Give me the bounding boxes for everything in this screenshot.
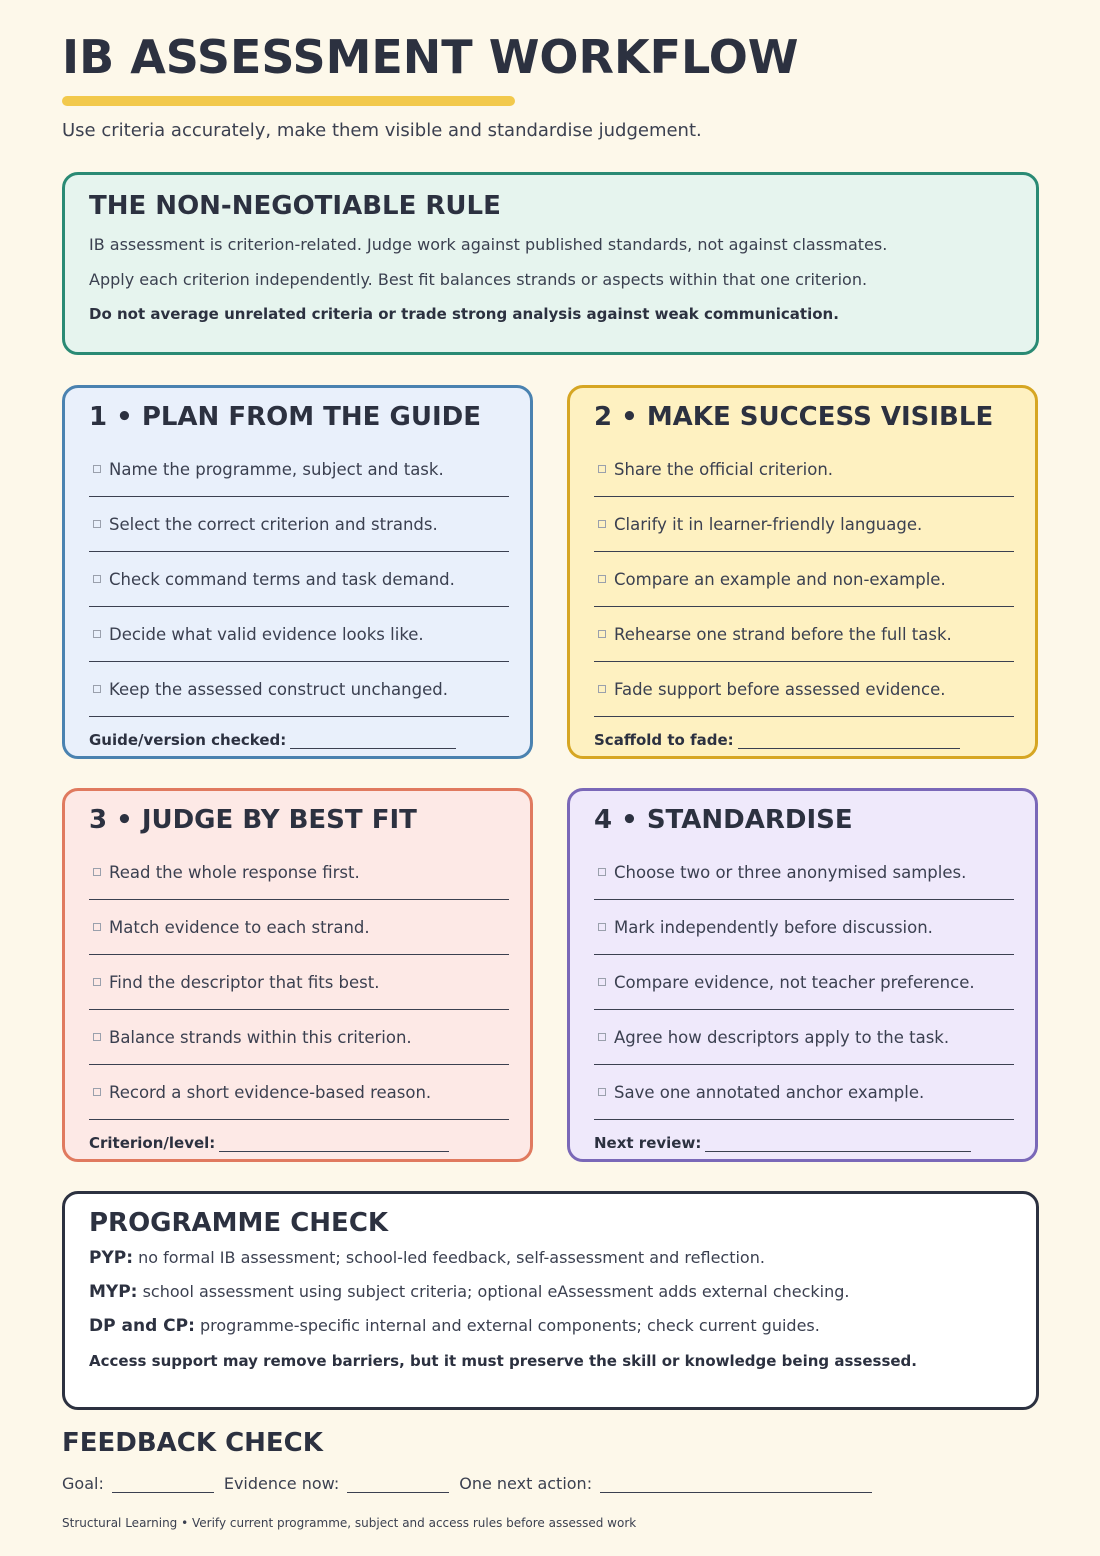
step-footer	[594, 1134, 1011, 1152]
fill-in-blank[interactable]	[219, 1138, 449, 1152]
goal-blank[interactable]	[112, 1479, 214, 1493]
checklist-item[interactable]	[89, 900, 509, 955]
page-subtitle: Use criteria accurately, make them visible and standardise judgement.	[62, 120, 702, 141]
checklist-item[interactable]	[594, 900, 1014, 955]
checkbox-icon[interactable]	[598, 1033, 606, 1041]
fill-in-blank[interactable]	[290, 735, 456, 749]
checklist-item[interactable]	[89, 1065, 509, 1120]
rule-box	[62, 172, 1039, 355]
programme-key: MYP:	[89, 1282, 138, 1302]
checkbox-icon[interactable]	[598, 685, 606, 693]
title-underline	[62, 96, 515, 106]
checklist-item[interactable]	[89, 662, 509, 717]
checkbox-icon[interactable]	[598, 868, 606, 876]
checklist-item-label: Find the descriptor that fits best.	[109, 972, 380, 992]
step-heading: 2 • MAKE SUCCESS VISIBLE	[594, 402, 994, 432]
step-card-plan	[62, 385, 533, 759]
checklist-item-label: Name the programme, subject and task.	[109, 459, 444, 479]
programme-row	[89, 1282, 1012, 1302]
page-title: IB ASSESSMENT WORKFLOW	[62, 30, 799, 84]
checklist-item-label: Share the official criterion.	[614, 459, 834, 479]
checkbox-icon[interactable]	[93, 465, 101, 473]
feedback-heading: FEEDBACK CHECK	[62, 1428, 323, 1458]
checklist-item-label: Mark independently before discussion.	[614, 917, 933, 937]
checklist-item[interactable]	[89, 442, 509, 497]
goal-label: Goal:	[62, 1474, 104, 1493]
step-card-judge	[62, 788, 533, 1162]
checklist-item[interactable]	[594, 1065, 1014, 1120]
checklist-item-label: Balance strands within this criterion.	[109, 1027, 412, 1047]
feedback-row	[62, 1474, 872, 1493]
checklist-item[interactable]	[89, 497, 509, 552]
checkbox-icon[interactable]	[93, 630, 101, 638]
rule-line: IB assessment is criterion-related. Judge work against published standards, not against classmates.	[89, 235, 888, 254]
programme-text: no formal IB assessment; school-led feedback, self-assessment and reflection.	[138, 1248, 765, 1267]
checkbox-icon[interactable]	[93, 685, 101, 693]
fill-in-blank[interactable]	[738, 735, 960, 749]
checkbox-icon[interactable]	[598, 630, 606, 638]
rule-emphasis: Do not average unrelated criteria or trade strong analysis against weak communication.	[89, 305, 839, 323]
checkbox-icon[interactable]	[93, 923, 101, 931]
step-card-success	[567, 385, 1038, 759]
checklist-item[interactable]	[594, 1010, 1014, 1065]
checkbox-icon[interactable]	[93, 1033, 101, 1041]
checklist-item-label: Keep the assessed construct unchanged.	[109, 679, 448, 699]
checklist-item[interactable]	[89, 552, 509, 607]
programme-key: PYP:	[89, 1248, 134, 1268]
programme-key: DP and CP:	[89, 1316, 195, 1336]
step-heading: 3 • JUDGE BY BEST FIT	[89, 805, 417, 835]
step-footer	[89, 1134, 506, 1152]
checklist-item-label: Fade support before assessed evidence.	[614, 679, 946, 699]
action-label: One next action:	[459, 1474, 593, 1493]
checkbox-icon[interactable]	[93, 520, 101, 528]
checklist-item[interactable]	[594, 845, 1014, 900]
checklist-item-label: Match evidence to each strand.	[109, 917, 370, 937]
step-heading: 1 • PLAN FROM THE GUIDE	[89, 402, 481, 432]
checklist-item-label: Compare evidence, not teacher preference.	[614, 972, 975, 992]
checkbox-icon[interactable]	[93, 1088, 101, 1096]
checklist-item[interactable]	[594, 607, 1014, 662]
checklist-item-label: Rehearse one strand before the full task.	[614, 624, 952, 644]
checkbox-icon[interactable]	[93, 868, 101, 876]
checklist-item[interactable]	[89, 607, 509, 662]
checklist-item-label: Decide what valid evidence looks like.	[109, 624, 424, 644]
checkbox-icon[interactable]	[598, 923, 606, 931]
checkbox-icon[interactable]	[598, 465, 606, 473]
evidence-blank[interactable]	[347, 1479, 449, 1493]
checklist-item-label: Compare an example and non-example.	[614, 569, 946, 589]
checklist-item[interactable]	[594, 442, 1014, 497]
checkbox-icon[interactable]	[598, 978, 606, 986]
programme-text: programme-specific internal and external components; check current guides.	[199, 1316, 820, 1335]
checklist-item-label: Check command terms and task demand.	[109, 569, 455, 589]
checklist-item[interactable]	[594, 552, 1014, 607]
checklist-item[interactable]	[594, 497, 1014, 552]
checkbox-icon[interactable]	[598, 1088, 606, 1096]
checklist-item[interactable]	[594, 662, 1014, 717]
programme-heading: PROGRAMME CHECK	[89, 1208, 389, 1238]
programme-note: Access support may remove barriers, but it must preserve the skill or knowledge being assessed.	[89, 1352, 917, 1370]
checklist-item-label: Save one annotated anchor example.	[614, 1082, 925, 1102]
step-heading: 4 • STANDARDISE	[594, 805, 853, 835]
checklist-item-label: Choose two or three anonymised samples.	[614, 862, 967, 882]
rule-heading: THE NON-NEGOTIABLE RULE	[89, 191, 501, 221]
checkbox-icon[interactable]	[93, 978, 101, 986]
programme-row	[89, 1316, 1012, 1336]
programme-check-box	[62, 1191, 1039, 1410]
evidence-label: Evidence now:	[223, 1474, 340, 1493]
step-footer-label: Criterion/level:	[89, 1134, 216, 1152]
checklist-item-label: Record a short evidence-based reason.	[109, 1082, 432, 1102]
checklist-item-label: Select the correct criterion and strands.	[109, 514, 438, 534]
checklist-item[interactable]	[89, 845, 509, 900]
footer-note: Structural Learning • Verify current programme, subject and access rules before assessed work	[62, 1516, 637, 1530]
step-footer	[89, 731, 506, 749]
step-card-standardise	[567, 788, 1038, 1162]
action-blank[interactable]	[600, 1479, 872, 1493]
step-footer	[594, 731, 1011, 749]
checklist-item-label: Agree how descriptors apply to the task.	[614, 1027, 950, 1047]
checklist-item[interactable]	[594, 955, 1014, 1010]
checklist-item-label: Read the whole response first.	[109, 862, 360, 882]
checklist-item[interactable]	[89, 955, 509, 1010]
fill-in-blank[interactable]	[705, 1138, 971, 1152]
programme-text: school assessment using subject criteria; optional eAssessment adds external checking.	[142, 1282, 850, 1301]
rule-line: Apply each criterion independently. Best fit balances strands or aspects within that one criterion.	[89, 270, 868, 289]
checklist-item[interactable]	[89, 1010, 509, 1065]
checklist-item-label: Clarify it in learner-friendly language.	[614, 514, 923, 534]
step-footer-label: Next review:	[594, 1134, 702, 1152]
step-footer-label: Guide/version checked:	[89, 731, 287, 749]
checkbox-icon[interactable]	[93, 575, 101, 583]
step-footer-label: Scaffold to fade:	[594, 731, 734, 749]
checkbox-icon[interactable]	[598, 520, 606, 528]
programme-row	[89, 1248, 1012, 1268]
checkbox-icon[interactable]	[598, 575, 606, 583]
